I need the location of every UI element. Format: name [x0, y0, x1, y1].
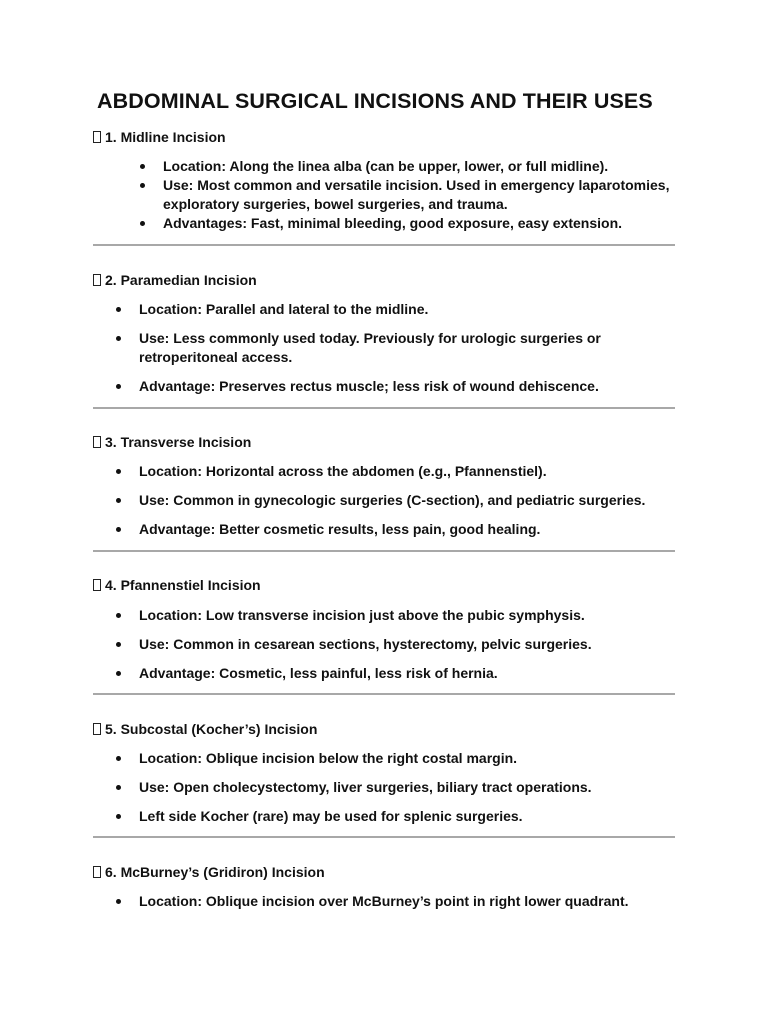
section-heading-subcostal	[93, 721, 317, 737]
section-heading-label: 3. Transverse Incision	[105, 434, 252, 450]
list-item: Use: Less commonly used today. Previously for urologic surgeries or retroperitoneal access.	[115, 329, 681, 367]
list-item: Location: Oblique incision over McBurney’s point in right lower quadrant.	[115, 892, 681, 911]
list-item: Advantage: Cosmetic, less painful, less risk of hernia.	[115, 664, 681, 683]
list-item: Use: Common in cesarean sections, hysterectomy, pelvic surgeries.	[115, 635, 681, 654]
section-heading-paramedian	[93, 272, 257, 288]
section-list-midline	[139, 157, 699, 233]
section-heading-mcburney	[93, 864, 325, 880]
missing-glyph-icon	[93, 579, 101, 591]
list-item: Left side Kocher (rare) may be used for splenic surgeries.	[115, 807, 681, 826]
list-item: Advantage: Preserves rectus muscle; less risk of wound dehiscence.	[115, 377, 681, 396]
section-heading-label: 4. Pfannenstiel Incision	[105, 577, 261, 593]
list-item: Use: Open cholecystectomy, liver surgeries, biliary tract operations.	[115, 778, 681, 797]
section-heading-transverse	[93, 434, 251, 450]
missing-glyph-icon	[93, 723, 101, 735]
section-heading-midline	[93, 129, 226, 145]
section-list-subcostal	[115, 749, 681, 826]
section-heading-label: 2. Paramedian Incision	[105, 272, 257, 288]
section-heading-label: 6. McBurney’s (Gridiron) Incision	[105, 864, 325, 880]
list-item: Use: Most common and versatile incision. Used in emergency laparotomies, exploratory surgeries, bowel surgeries, and trauma.	[139, 176, 699, 214]
missing-glyph-icon	[93, 866, 101, 878]
page-title: ABDOMINAL SURGICAL INCISIONS AND THEIR USES	[97, 89, 653, 113]
section-divider	[93, 244, 675, 246]
section-heading-label: 5. Subcostal (Kocher’s) Incision	[105, 721, 318, 737]
list-item: Location: Parallel and lateral to the midline.	[115, 300, 681, 319]
section-list-transverse	[115, 462, 681, 539]
section-heading-label: 1. Midline Incision	[105, 129, 226, 145]
section-divider	[93, 407, 675, 409]
list-item: Location: Low transverse incision just above the pubic symphysis.	[115, 606, 681, 625]
list-item: Location: Oblique incision below the right costal margin.	[115, 749, 681, 768]
section-list-mcburney	[115, 892, 681, 911]
missing-glyph-icon	[93, 131, 101, 143]
section-list-paramedian	[115, 300, 681, 396]
list-item: Use: Common in gynecologic surgeries (C-section), and pediatric surgeries.	[115, 491, 681, 510]
section-heading-pfannenstiel	[93, 577, 261, 593]
list-item: Advantage: Better cosmetic results, less pain, good healing.	[115, 520, 681, 539]
missing-glyph-icon	[93, 274, 101, 286]
list-item: Advantages: Fast, minimal bleeding, good exposure, easy extension.	[139, 214, 699, 233]
list-item: Location: Along the linea alba (can be upper, lower, or full midline).	[139, 157, 699, 176]
missing-glyph-icon	[93, 436, 101, 448]
section-list-pfannenstiel	[115, 606, 681, 683]
section-divider	[93, 550, 675, 552]
section-divider	[93, 693, 675, 695]
section-divider	[93, 836, 675, 838]
list-item: Location: Horizontal across the abdomen (e.g., Pfannenstiel).	[115, 462, 681, 481]
